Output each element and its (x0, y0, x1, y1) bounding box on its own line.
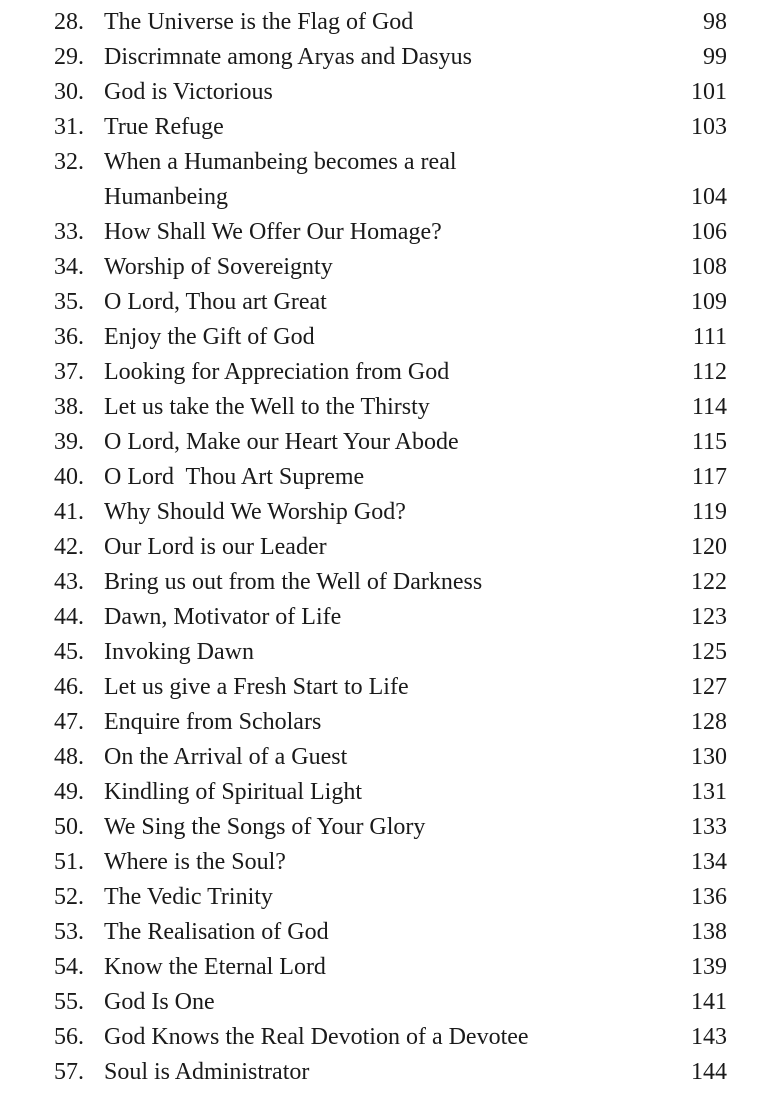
entry-number: 45. (54, 639, 84, 665)
entry-title: Discrimnate among Aryas and Dasyus (104, 44, 472, 70)
toc-entry (0, 5, 780, 40)
entry-page: 119 (691, 499, 727, 525)
entry-title: Worship of Sovereignty (104, 254, 333, 280)
entry-page: 111 (692, 324, 727, 350)
entry-page: 144 (691, 1059, 727, 1085)
entry-page: 101 (691, 79, 727, 105)
toc-entry (0, 40, 780, 75)
entry-title: The Universe is the Flag of God (104, 9, 414, 35)
entry-page: 130 (691, 744, 727, 770)
toc-entry (0, 110, 780, 145)
entry-title: On the Arrival of a Guest (104, 744, 348, 770)
toc-entry (0, 530, 780, 565)
entry-title: O Lord Thou Art Supreme (104, 464, 365, 490)
entry-number: 49. (54, 779, 84, 805)
entry-title: How Shall We Offer Our Homage? (104, 219, 442, 245)
toc-entry (0, 740, 780, 775)
toc-entry (0, 390, 780, 425)
entry-page: 138 (691, 919, 727, 945)
entry-page: 114 (691, 394, 727, 420)
entry-page: 98 (703, 9, 727, 35)
toc-entry (0, 1055, 780, 1090)
entry-title: Bring us out from the Well of Darkness (104, 569, 483, 595)
toc-entry (0, 705, 780, 740)
toc-entry (0, 215, 780, 250)
toc-entry (0, 600, 780, 635)
entry-number: 29. (54, 44, 84, 70)
entry-title (104, 145, 664, 215)
entry-number: 47. (54, 709, 84, 735)
entry-title: The Realisation of God (104, 919, 329, 945)
entry-title: Let us take the Well to the Thirsty (104, 394, 430, 420)
entry-title: God is Victorious (104, 79, 273, 105)
entry-page: 127 (691, 674, 727, 700)
toc-entry (0, 775, 780, 810)
entry-number: 54. (54, 954, 84, 980)
entry-page: 125 (691, 639, 727, 665)
toc-entry (0, 355, 780, 390)
entry-number: 37. (54, 359, 84, 385)
toc-entry (0, 145, 780, 215)
entry-number: 46. (54, 674, 84, 700)
entry-page: 115 (691, 429, 727, 455)
entry-page: 106 (691, 219, 727, 245)
entry-title: Enjoy the Gift of God (104, 324, 315, 350)
entry-page: 143 (691, 1024, 727, 1050)
entry-page: 99 (703, 44, 727, 70)
entry-number: 30. (54, 79, 84, 105)
entry-page: 134 (691, 849, 727, 875)
entry-title: Looking for Appreciation from God (104, 359, 450, 385)
entry-page: 122 (691, 569, 727, 595)
entry-number: 43. (54, 569, 84, 595)
entry-number: 50. (54, 814, 84, 840)
entry-title: Why Should We Worship God? (104, 499, 406, 525)
entry-number: 33. (54, 219, 84, 245)
entry-number: 39. (54, 429, 84, 455)
entry-title: Let us give a Fresh Start to Life (104, 674, 409, 700)
entry-title: Know the Eternal Lord (104, 954, 326, 980)
entry-page: 141 (691, 989, 727, 1015)
entry-number: 36. (54, 324, 84, 350)
entry-number: 55. (54, 989, 84, 1015)
entry-title: Soul is Administrator (104, 1059, 310, 1085)
entry-page: 103 (691, 114, 727, 140)
entry-number: 51. (54, 849, 84, 875)
toc-entry (0, 565, 780, 600)
entry-number: 42. (54, 534, 84, 560)
toc-entry (0, 250, 780, 285)
entry-title: Where is the Soul? (104, 849, 286, 875)
toc-entry (0, 985, 780, 1020)
entry-title: God Knows the Real Devotion of a Devotee (104, 1024, 529, 1050)
entry-title: We Sing the Songs of Your Glory (104, 814, 426, 840)
entry-number: 56. (54, 1024, 84, 1050)
entry-number: 44. (54, 604, 84, 630)
entry-page: 108 (691, 254, 727, 280)
toc-entry (0, 880, 780, 915)
entry-number: 48. (54, 744, 84, 770)
entry-page: 133 (691, 814, 727, 840)
entry-number: 35. (54, 289, 84, 315)
toc-entry (0, 1020, 780, 1055)
table-of-contents (0, 5, 780, 1090)
toc-entry (0, 460, 780, 495)
toc-entry (0, 810, 780, 845)
entry-title-line-2: Humanbeing (104, 184, 228, 210)
entry-title: The Vedic Trinity (104, 884, 273, 910)
entry-title: God Is One (104, 989, 215, 1015)
entry-title-line-1: When a Humanbeing becomes a real (104, 149, 457, 175)
toc-entry (0, 950, 780, 985)
entry-page: 139 (691, 954, 727, 980)
entry-title: True Refuge (104, 114, 224, 140)
entry-number: 57. (54, 1059, 84, 1085)
entry-number: 52. (54, 884, 84, 910)
entry-page: 120 (691, 534, 727, 560)
toc-entry (0, 285, 780, 320)
entry-number: 34. (54, 254, 84, 280)
toc-entry (0, 845, 780, 880)
toc-entry (0, 670, 780, 705)
entry-number: 31. (54, 114, 84, 140)
entry-page: 112 (691, 359, 727, 385)
entry-page: 123 (691, 604, 727, 630)
toc-entry (0, 75, 780, 110)
entry-title: Kindling of Spiritual Light (104, 779, 362, 805)
entry-title: O Lord, Thou art Great (104, 289, 327, 315)
entry-number: 28. (54, 9, 84, 35)
entry-number: 32. (54, 149, 84, 175)
entry-number: 41. (54, 499, 84, 525)
entry-page: 109 (691, 289, 727, 315)
entry-title: Our Lord is our Leader (104, 534, 327, 560)
toc-entry (0, 635, 780, 670)
toc-entry (0, 495, 780, 530)
entry-title: Enquire from Scholars (104, 709, 322, 735)
entry-page: 104 (691, 184, 727, 210)
toc-entry (0, 425, 780, 460)
entry-number: 38. (54, 394, 84, 420)
entry-page: 136 (691, 884, 727, 910)
entry-page: 128 (691, 709, 727, 735)
entry-number: 40. (54, 464, 84, 490)
toc-entry (0, 320, 780, 355)
entry-number: 53. (54, 919, 84, 945)
toc-entry (0, 915, 780, 950)
entry-title: O Lord, Make our Heart Your Abode (104, 429, 459, 455)
entry-title: Dawn, Motivator of Life (104, 604, 342, 630)
entry-title: Invoking Dawn (104, 639, 254, 665)
entry-page: 131 (691, 779, 727, 805)
entry-page: 117 (691, 464, 727, 490)
